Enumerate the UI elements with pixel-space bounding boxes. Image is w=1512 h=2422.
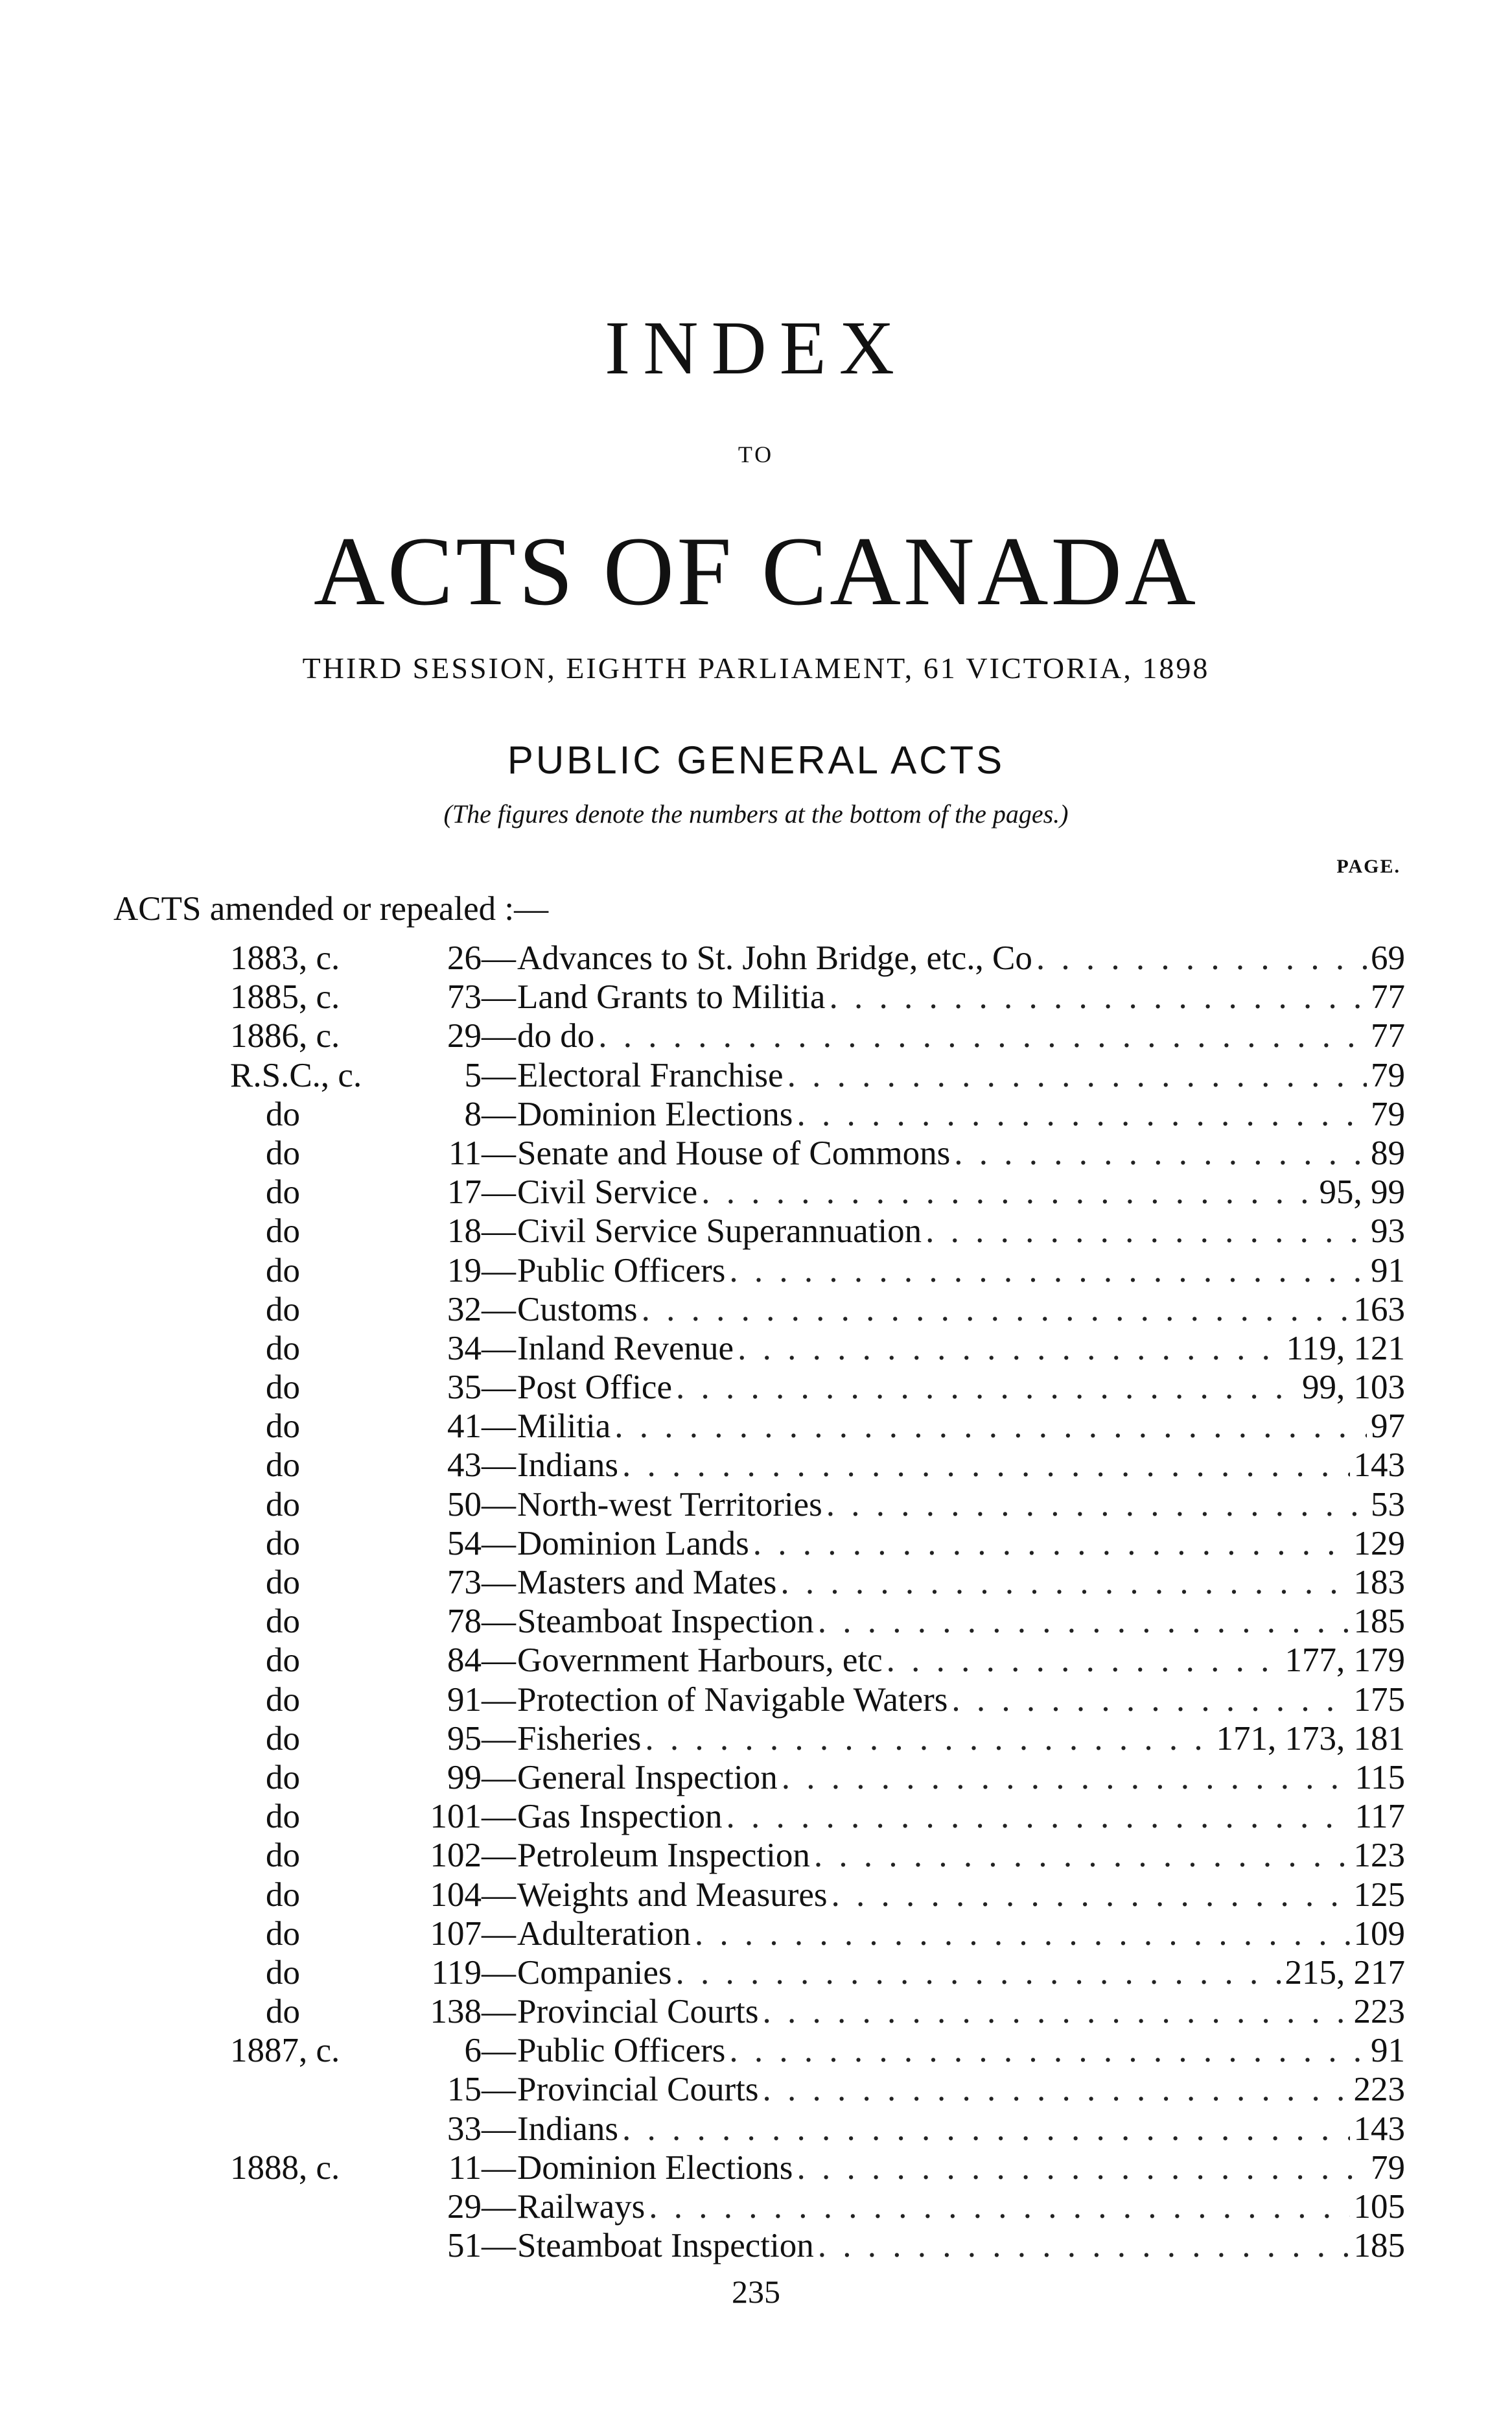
entry-pages: 163 — [1353, 1290, 1405, 1328]
list-item — [0, 1407, 1512, 1446]
entry-dash: — — [482, 1212, 516, 1251]
entry-body — [482, 1875, 1405, 1914]
entry-pages: 123 — [1353, 1837, 1405, 1875]
figures-note: (The figures denote the numbers at the bottom of the pages.) — [443, 799, 1069, 829]
list-item — [0, 1602, 1512, 1641]
entry-title: Land Grants to Militia — [517, 978, 826, 1017]
entry-title: Militia — [517, 1407, 611, 1446]
dot-leader — [622, 2110, 1349, 2148]
entry-pages: 99, 103 — [1302, 1369, 1405, 1407]
entry-year: 1885, c. — [230, 978, 340, 1017]
dot-leader — [818, 1602, 1350, 1641]
entry-chapter: 19 — [447, 1251, 482, 1289]
entry-pages: 175 — [1353, 1680, 1405, 1719]
entry-dash: — — [482, 1719, 516, 1758]
entry-dash: — — [482, 1837, 516, 1875]
entry-body — [482, 1056, 1405, 1095]
entry-chapter: 35 — [447, 1369, 482, 1407]
entry-dash: — — [482, 2071, 516, 2109]
entries-list — [0, 939, 1512, 2265]
list-item — [0, 1368, 1512, 1407]
entry-title: Steamboat Inspection — [517, 1603, 814, 1641]
entry-ditto: do — [266, 1369, 300, 1407]
list-item — [0, 2187, 1512, 2226]
entry-pages: 183 — [1353, 1564, 1405, 1601]
entry-ditto: do — [266, 1680, 300, 1719]
list-item — [0, 1758, 1512, 1797]
entry-pages: 215, 217 — [1285, 1953, 1405, 1992]
entry-title: General Inspection — [517, 1758, 778, 1796]
entry-chapter: 102 — [430, 1837, 482, 1875]
list-item — [0, 1719, 1512, 1758]
dot-leader — [832, 1875, 1350, 1914]
entry-ditto: do — [266, 1603, 300, 1641]
dot-leader — [1036, 939, 1367, 978]
entry-chapter: 29 — [447, 2188, 482, 2226]
dot-leader — [695, 1914, 1350, 1953]
entry-pages: 105 — [1353, 2188, 1405, 2226]
entry-dash: — — [482, 1329, 516, 1367]
entry-dash: — — [482, 1134, 516, 1172]
entry-body — [482, 1953, 1405, 1992]
entry-ditto: do — [266, 1875, 300, 1914]
entry-body — [482, 939, 1405, 978]
entry-chapter: 104 — [430, 1875, 482, 1914]
list-item — [0, 1914, 1512, 1953]
entry-ditto: do — [266, 1173, 300, 1212]
entry-year: 1887, c. — [230, 2032, 340, 2070]
entry-body — [482, 1329, 1405, 1368]
list-item — [0, 1251, 1512, 1290]
entry-chapter: 11 — [448, 1134, 482, 1172]
dot-leader — [645, 1719, 1212, 1758]
list-item — [0, 1875, 1512, 1914]
dot-leader — [797, 2148, 1367, 2187]
entry-ditto: do — [266, 1564, 300, 1601]
entry-dash: — — [482, 1446, 516, 1485]
entry-chapter: 95 — [447, 1719, 482, 1758]
list-item — [0, 1641, 1512, 1680]
entry-year: R.S.C., c. — [230, 1056, 362, 1094]
entry-ditto: do — [266, 1798, 300, 1836]
entry-year: 1888, c. — [230, 2148, 340, 2187]
entry-body — [482, 1836, 1405, 1875]
entry-body — [482, 1641, 1405, 1680]
entry-pages: 125 — [1353, 1875, 1405, 1914]
entry-dash: — — [482, 1485, 516, 1523]
entry-dash: — — [482, 1758, 516, 1796]
entry-dash: — — [482, 1173, 516, 1212]
list-item — [0, 1992, 1512, 2031]
entry-pages: 91 — [1371, 1251, 1405, 1289]
entry-body — [482, 1602, 1405, 1641]
entry-pages: 93 — [1371, 1212, 1405, 1251]
entry-pages: 143 — [1353, 1446, 1405, 1485]
entry-title: Government Harbours, etc — [517, 1641, 883, 1680]
dot-leader — [762, 1992, 1349, 2031]
entry-dash: — — [482, 1524, 516, 1562]
dot-leader — [818, 2226, 1350, 2265]
entry-title: Petroleum Inspection — [517, 1837, 810, 1875]
dot-leader — [701, 1173, 1315, 1212]
entry-dash: — — [482, 1056, 516, 1094]
entry-year: 1883, c. — [230, 939, 340, 977]
list-item — [0, 1446, 1512, 1485]
entry-title: Indians — [517, 2110, 619, 2148]
page-column-label: PAGE. — [1336, 856, 1401, 877]
entry-title: Dominion Lands — [517, 1524, 749, 1562]
entry-pages: 79 — [1371, 2148, 1405, 2187]
entry-body — [482, 1992, 1405, 2031]
entry-body — [482, 1017, 1405, 1055]
entry-body — [482, 1290, 1405, 1329]
entry-body — [482, 2070, 1405, 2109]
list-item — [0, 2148, 1512, 2187]
dot-leader — [829, 978, 1367, 1017]
entry-chapter: 26 — [447, 939, 482, 977]
dot-leader — [729, 2031, 1367, 2070]
entry-pages: 89 — [1371, 1134, 1405, 1172]
list-item — [0, 2110, 1512, 2148]
entry-body — [482, 1914, 1405, 1953]
entry-ditto: do — [266, 1446, 300, 1485]
entry-dash: — — [482, 1407, 516, 1446]
entry-body — [482, 1407, 1405, 1446]
dot-leader — [614, 1407, 1367, 1446]
entry-chapter: 6 — [464, 2032, 482, 2070]
entry-ditto: do — [266, 1993, 300, 2031]
to-heading: TO — [738, 441, 774, 467]
list-item — [0, 978, 1512, 1017]
list-item — [0, 1836, 1512, 1875]
entry-body — [482, 1563, 1405, 1602]
entry-title: Companies — [517, 1953, 672, 1992]
entry-title: Weights and Measures — [517, 1875, 828, 1914]
dot-leader — [780, 1563, 1349, 1602]
entry-chapter: 51 — [447, 2227, 482, 2265]
entry-pages: 119, 121 — [1286, 1329, 1405, 1367]
entry-dash: — — [482, 1914, 516, 1953]
entry-chapter: 34 — [447, 1329, 482, 1367]
entry-title: Advances to St. John Bridge, etc., Co — [517, 939, 1032, 977]
entry-chapter: 54 — [447, 1524, 482, 1562]
entry-ditto: do — [266, 1914, 300, 1953]
list-item — [0, 1680, 1512, 1719]
entry-pages: 79 — [1371, 1056, 1405, 1094]
list-item — [0, 1134, 1512, 1173]
entry-chapter: 33 — [447, 2110, 482, 2148]
dot-leader — [797, 1095, 1367, 1134]
dot-leader — [642, 1290, 1350, 1329]
list-item — [0, 1524, 1512, 1563]
list-item — [0, 1563, 1512, 1602]
dot-leader — [675, 1953, 1281, 1992]
entry-title: Post Office — [517, 1369, 672, 1407]
entry-pages: 223 — [1353, 1993, 1405, 2031]
entry-chapter: 18 — [447, 1212, 482, 1251]
dot-leader — [762, 2070, 1349, 2109]
entry-title: Dominion Elections — [517, 2148, 793, 2187]
dot-leader — [826, 1485, 1367, 1524]
list-item — [0, 1953, 1512, 1992]
entry-ditto: do — [266, 1212, 300, 1251]
list-item — [0, 1329, 1512, 1368]
entry-dash: — — [482, 2032, 516, 2070]
entry-dash: — — [482, 939, 516, 977]
entry-ditto: do — [266, 1953, 300, 1992]
list-item — [0, 1290, 1512, 1329]
entry-title: Adulteration — [517, 1914, 691, 1953]
entry-body — [482, 1173, 1405, 1212]
dot-leader — [726, 1797, 1351, 1836]
list-item — [0, 1056, 1512, 1095]
entry-title: Provincial Courts — [517, 2071, 759, 2109]
entry-ditto: do — [266, 1485, 300, 1523]
entry-title: Fisheries — [517, 1719, 642, 1758]
entry-chapter: 73 — [447, 978, 482, 1017]
entry-chapter: 50 — [447, 1485, 482, 1523]
entry-pages: 143 — [1353, 2110, 1405, 2148]
dot-leader — [887, 1641, 1281, 1680]
entry-ditto: do — [266, 1134, 300, 1172]
entry-dash: — — [482, 2188, 516, 2226]
entry-ditto: do — [266, 1524, 300, 1562]
entry-body — [482, 1134, 1405, 1173]
entry-title: do do — [517, 1017, 595, 1055]
entry-title: Electoral Franchise — [517, 1056, 784, 1094]
entry-dash: — — [482, 1953, 516, 1992]
entry-chapter: 41 — [447, 1407, 482, 1446]
entry-pages: 97 — [1371, 1407, 1405, 1446]
list-item — [0, 1017, 1512, 1055]
entry-chapter: 91 — [447, 1680, 482, 1719]
entry-ditto: do — [266, 1095, 300, 1133]
entry-ditto: do — [266, 1758, 300, 1796]
entry-body — [482, 1251, 1405, 1290]
entry-pages: 53 — [1371, 1485, 1405, 1523]
entry-title: Civil Service — [517, 1173, 698, 1212]
list-item — [0, 2070, 1512, 2109]
entry-dash: — — [482, 978, 516, 1017]
entry-body — [482, 1446, 1405, 1485]
list-item — [0, 1095, 1512, 1134]
dot-leader — [622, 1446, 1349, 1485]
entry-pages: 115 — [1355, 1758, 1405, 1796]
entry-dash: — — [482, 1680, 516, 1719]
entry-body — [482, 1524, 1405, 1563]
entry-ditto: do — [266, 1290, 300, 1328]
list-item — [0, 1173, 1512, 1212]
entry-ditto: do — [266, 1329, 300, 1367]
entry-title: Protection of Navigable Waters — [517, 1680, 948, 1719]
entry-body — [482, 1758, 1405, 1797]
entry-title: Steamboat Inspection — [517, 2227, 814, 2265]
dot-leader — [925, 1212, 1367, 1251]
entry-chapter: 11 — [448, 2148, 482, 2187]
list-item — [0, 1797, 1512, 1836]
dot-leader — [787, 1056, 1367, 1095]
entry-body — [482, 1797, 1405, 1836]
entry-title: Public Officers — [517, 1251, 726, 1289]
entry-chapter: 29 — [447, 1017, 482, 1055]
entry-title: Civil Service Superannuation — [517, 1212, 922, 1251]
entry-dash: — — [482, 1993, 516, 2031]
entry-body — [482, 1485, 1405, 1524]
entry-dash: — — [482, 2148, 516, 2187]
dot-leader — [951, 1680, 1349, 1719]
entry-chapter: 78 — [447, 1603, 482, 1641]
dot-leader — [676, 1368, 1298, 1407]
page-title: ACTS OF CANADA — [313, 517, 1199, 626]
entry-chapter: 8 — [464, 1095, 482, 1133]
entry-pages: 77 — [1371, 978, 1405, 1017]
entry-pages: 171, 173, 181 — [1216, 1719, 1405, 1758]
entry-chapter: 99 — [447, 1758, 482, 1796]
entry-body — [482, 1719, 1405, 1758]
entry-body — [482, 2187, 1405, 2226]
page-number: 235 — [732, 2274, 780, 2310]
entry-dash: — — [482, 2227, 516, 2265]
entry-chapter: 17 — [447, 1173, 482, 1212]
entry-title: Public Officers — [517, 2032, 726, 2070]
entry-chapter: 43 — [447, 1446, 482, 1485]
entry-dash: — — [482, 1564, 516, 1601]
dot-leader — [598, 1017, 1367, 1055]
entry-dash: — — [482, 1875, 516, 1914]
entry-chapter: 32 — [447, 1290, 482, 1328]
entry-pages: 69 — [1371, 939, 1405, 977]
entry-chapter: 5 — [464, 1056, 482, 1094]
list-item — [0, 1212, 1512, 1251]
entry-title: Gas Inspection — [517, 1798, 723, 1836]
entry-ditto: do — [266, 1641, 300, 1680]
entry-pages: 109 — [1353, 1914, 1405, 1953]
dot-leader — [954, 1134, 1367, 1173]
entry-chapter: 73 — [447, 1564, 482, 1601]
entry-title: Indians — [517, 1446, 619, 1485]
entry-dash: — — [482, 1095, 516, 1133]
entry-chapter: 138 — [430, 1993, 482, 2031]
entry-ditto: do — [266, 1837, 300, 1875]
entry-dash: — — [482, 1369, 516, 1407]
list-item — [0, 2031, 1512, 2070]
dot-leader — [738, 1329, 1282, 1368]
entry-pages: 117 — [1355, 1798, 1405, 1836]
dot-leader — [729, 1251, 1367, 1290]
entry-year: 1886, c. — [230, 1017, 340, 1055]
entry-dash: — — [482, 1251, 516, 1289]
entry-pages: 185 — [1353, 1603, 1405, 1641]
section-heading: PUBLIC GENERAL ACTS — [507, 738, 1005, 782]
entry-dash: — — [482, 1017, 516, 1055]
dot-leader — [814, 1836, 1350, 1875]
entry-body — [482, 1095, 1405, 1134]
entry-dash: — — [482, 1641, 516, 1680]
entry-title: Provincial Courts — [517, 1993, 759, 2031]
entry-chapter: 119 — [431, 1953, 482, 1992]
entry-chapter: 15 — [447, 2071, 482, 2109]
entry-body — [482, 978, 1405, 1017]
entry-title: Railways — [517, 2188, 646, 2226]
entry-pages: 223 — [1353, 2071, 1405, 2109]
dot-leader — [753, 1524, 1350, 1563]
entry-title: North-west Territories — [517, 1485, 822, 1523]
session-line: THIRD SESSION, EIGHTH PARLIAMENT, 61 VICTORIA, 1898 — [302, 652, 1210, 685]
entry-body — [482, 2226, 1405, 2265]
entry-ditto: do — [266, 1407, 300, 1446]
entry-chapter: 101 — [430, 1798, 482, 1836]
list-item — [0, 1485, 1512, 1524]
entry-chapter: 84 — [447, 1641, 482, 1680]
entry-pages: 77 — [1371, 1017, 1405, 1055]
entry-body — [482, 1680, 1405, 1719]
entry-dash: — — [482, 1603, 516, 1641]
entry-dash: — — [482, 2110, 516, 2148]
entry-pages: 129 — [1353, 1524, 1405, 1562]
entry-title: Masters and Mates — [517, 1564, 777, 1601]
entry-title: Inland Revenue — [517, 1329, 734, 1367]
entry-dash: — — [482, 1798, 516, 1836]
entry-pages: 79 — [1371, 1095, 1405, 1133]
index-heading: INDEX — [604, 305, 908, 390]
entry-body — [482, 1368, 1405, 1407]
entry-pages: 177, 179 — [1285, 1641, 1405, 1680]
list-item — [0, 939, 1512, 978]
entry-body — [482, 1212, 1405, 1251]
entry-ditto: do — [266, 1719, 300, 1758]
list-item — [0, 2226, 1512, 2265]
entry-pages: 185 — [1353, 2227, 1405, 2265]
dot-leader — [782, 1758, 1351, 1797]
entry-title: Dominion Elections — [517, 1095, 793, 1133]
entry-ditto: do — [266, 1251, 300, 1289]
entry-title: Customs — [517, 1290, 638, 1328]
acts-heading: ACTS amended or repealed :— — [113, 890, 549, 928]
entry-pages: 91 — [1371, 2032, 1405, 2070]
entry-chapter: 107 — [430, 1914, 482, 1953]
entry-body — [482, 2148, 1405, 2187]
entry-body — [482, 2031, 1405, 2070]
entry-pages: 95, 99 — [1319, 1173, 1405, 1212]
dot-leader — [649, 2187, 1349, 2226]
entry-body — [482, 2110, 1405, 2148]
entry-dash: — — [482, 1290, 516, 1328]
entry-title: Senate and House of Commons — [517, 1134, 951, 1172]
